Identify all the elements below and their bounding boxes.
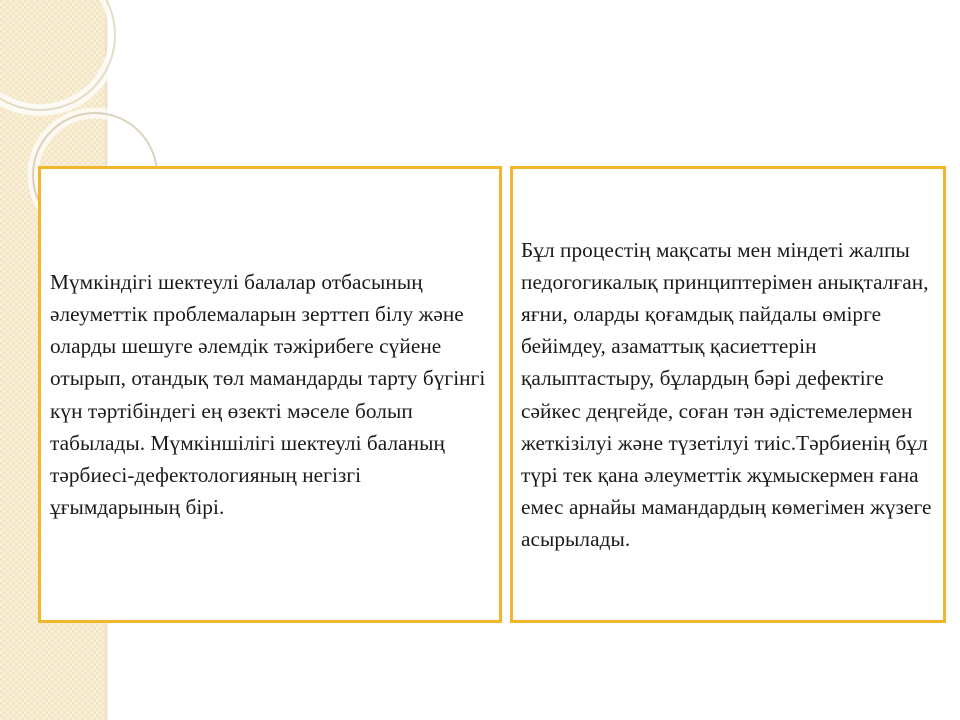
left-box-text: Мүмкіндігі шектеулі балалар отбасының әлеуметтік проблемаларын зерттеп білу және оларды шешуге әлемдік тәжірибеге сүйене отырып, отандық төл мамандарды тарту бүгінгі күн тәртібіндегі ең өзекті мәселе болып табылады. Мүмкіншілігі шектеулі баланың тәрбиесі-дефектологияның негізгі ұғымдарының бірі. [50, 270, 486, 519]
right-box-text: Бұл процестің мақсаты мен міндеті жалпы педогогикалық принциптерімен анықталған, яғни, оларды қоғамдық пайдалы өмірге бейімдеу, азаматтық қасиеттерін қалыптастыру, бұлардың бәрі дефектіге сәйкес деңгейде, соған тән әдістемелермен жеткізілуі және түзетілуі тиіс.Тәрбиенің бұл түрі тек қана әлеуметтік жұмыскермен ғана емес арнайы мамандардың көмегімен жүзеге асырылады. [521, 238, 932, 551]
right-text-box [510, 166, 946, 623]
left-text-box [38, 166, 502, 623]
